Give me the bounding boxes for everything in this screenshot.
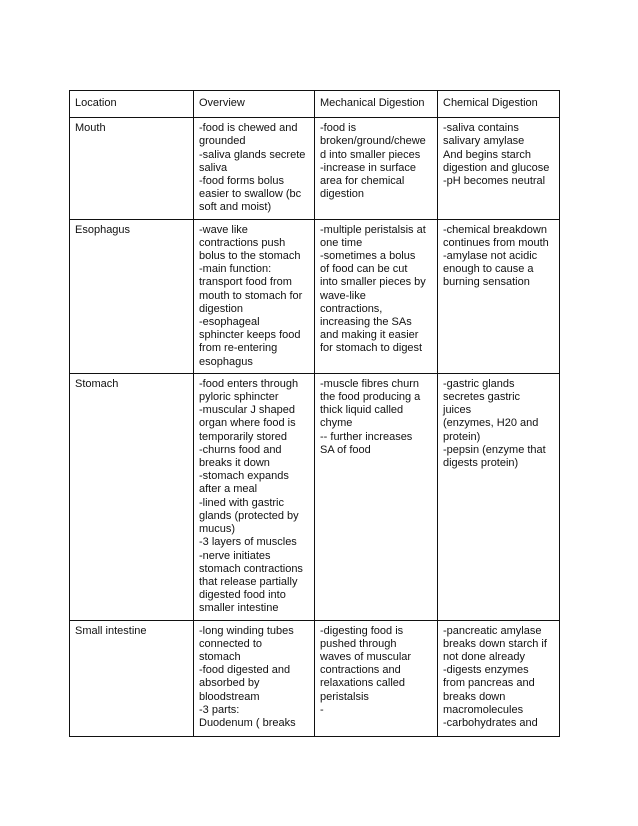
cell-chemical: -gastric glands secretes gastric juices (enzymes, H20 and protein) -pepsin (enzyme that digests protein)	[438, 373, 560, 620]
cell-mechanical: -digesting food is pushed through waves of muscular contractions and relaxations called peristalsis -	[315, 620, 438, 736]
header-overview: Overview	[194, 91, 315, 118]
table-row-mouth	[70, 118, 560, 219]
cell-overview: -long winding tubes connected to stomach -food digested and absorbed by bloodstream -3 parts: Duodenum ( breaks	[194, 620, 315, 736]
cell-chemical: -saliva contains salivary amylase And begins starch digestion and glucose -pH becomes neutral	[438, 118, 560, 219]
cell-location: Small intestine	[70, 620, 194, 736]
cell-location: Stomach	[70, 373, 194, 620]
cell-overview: -food is chewed and grounded -saliva glands secrete saliva -food forms bolus easier to swallow (bc soft and moist)	[194, 118, 315, 219]
cell-location: Mouth	[70, 118, 194, 219]
table-header-row	[70, 91, 560, 118]
table-row-stomach	[70, 373, 560, 620]
cell-chemical: -pancreatic amylase breaks down starch if not done already -digests enzymes from pancreas and breaks down macromolecules -carbohydrates and	[438, 620, 560, 736]
cell-mechanical: -multiple peristalsis at one time -sometimes a bolus of food can be cut into smaller pieces by wave-like contractions, increasing the SAs and making it easier for stomach to digest	[315, 219, 438, 373]
cell-location: Esophagus	[70, 219, 194, 373]
digestion-table	[69, 90, 560, 737]
cell-overview: -food enters through pyloric sphincter -muscular J shaped organ where food is temporarily stored -churns food and breaks it down -stomach expands after a meal -lined with gastric glands (protected by mucus) -3 layers of muscles -nerve initiates stomach contractions that release partially digested food into smaller intestine	[194, 373, 315, 620]
table-row-small-intestine	[70, 620, 560, 736]
header-location: Location	[70, 91, 194, 118]
header-chemical-digestion: Chemical Digestion	[438, 91, 560, 118]
cell-overview: -wave like contractions push bolus to the stomach -main function: transport food from mouth to stomach for digestion -esophageal sphincter keeps food from re-entering esophagus	[194, 219, 315, 373]
cell-mechanical: -food is broken/ground/chewe d into smaller pieces -increase in surface area for chemical digestion	[315, 118, 438, 219]
cell-chemical: -chemical breakdown continues from mouth -amylase not acidic enough to cause a burning sensation	[438, 219, 560, 373]
table-row-esophagus	[70, 219, 560, 373]
cell-mechanical: -muscle fibres churn the food producing a thick liquid called chyme -- further increases SA of food	[315, 373, 438, 620]
header-mechanical-digestion: Mechanical Digestion	[315, 91, 438, 118]
